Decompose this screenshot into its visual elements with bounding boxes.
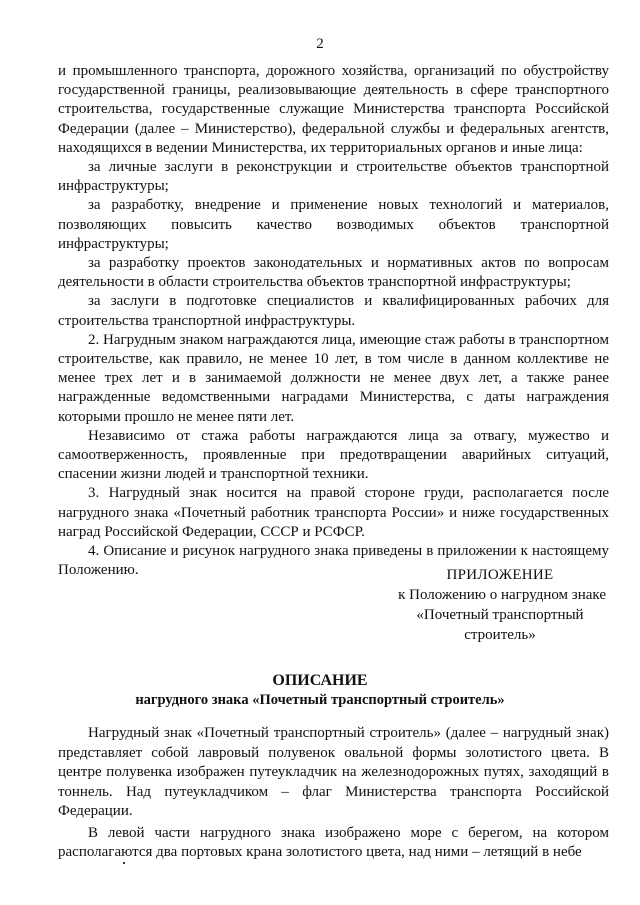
description-subtitle: нагрудного знака «Почетный транспортный строитель» — [135, 692, 505, 708]
paragraph-merit-legislation: за разработку проектов законодательных и нормативных актов по вопросам деятельности в области строительства объектов транспортной инфраструктуры; — [58, 255, 609, 291]
page-number: 2 — [316, 36, 324, 52]
paragraph-clause-3: 3. Нагрудный знак носится на правой стороне груди, располагается после нагрудного знака «Почетный работник транспорта России» и ниже государственных наград Российской Федерации, СССР и РСФСР. — [58, 485, 609, 540]
description-paragraph: Нагрудный знак «Почетный транспортный строитель» (далее – нагрудный знак) представляет собой лавровый полувенок овальной формы золотистого цвета. В центре полувенка изображен путеукладчик на железнодорожных путях, заходящий в тоннель. Над путеукладчиком – флаг Министерства транспорта Российской Федерации. — [58, 725, 609, 819]
appendix-reference-line: к Положению о нагрудном знаке — [398, 587, 606, 603]
paragraph-merit-technologies: за разработку, внедрение и применение новых технологий и материалов, позволяющих повысить качество возводимых объектов транспортной инфраструктуры; — [58, 197, 609, 252]
paragraph-intro: и промышленного транспорта, дорожного хозяйства, организаций по обустройству государственной границы, реализовывающие деятельность в сфере транспортного строительства, государственные служащие Министерства транспорта Российской Федерации (далее – Министерство), федеральной службы и федеральных агентств, находящихся в ведении Министерства, их территориальных органов и иные лица: — [58, 63, 609, 156]
description-title: ОПИСАНИЕ — [272, 672, 368, 689]
description-paragraph: В левой части нагрудного знака изображено море с берегом, на котором располагаются два портовых крана золотистого цвета, над ними – летящий в небе — [58, 824, 609, 860]
paragraph-clause-2-exception: Независимо от стажа работы награждаются лица за отвагу, мужество и самоотверженность, проявленные при предотвращении аварийных ситуаций, спасении жизни людей и транспортной техники. — [58, 427, 609, 483]
paragraph-clause-2: 2. Нагрудным знаком награждаются лица, имеющие стаж работы в транспортном строительстве, как правило, не менее 10 лет, в том числе в данном коллективе не менее трех лет и в занимаемой должности не менее двух лет, а также ранее награжденные ведомственными наградами Министерства, с даты награждения которыми прошло не менее пяти лет. — [58, 331, 610, 425]
stray-dot-mark — [123, 862, 125, 864]
paragraph-clause-4: 4. Описание и рисунок нагрудного знака приведены в приложении к настоящему Положению. — [58, 543, 609, 579]
appendix-reference-line: «Почетный транспортный — [416, 607, 584, 623]
body-text — [58, 62, 609, 580]
paragraph-merit-reconstruction: за личные заслуги в реконструкции и строительстве объектов транспортной инфраструктуры; — [58, 159, 609, 195]
appendix-reference-line: строитель» — [464, 627, 536, 643]
appendix-title: ПРИЛОЖЕНИЕ — [446, 567, 554, 583]
appendix-header — [380, 565, 620, 645]
paragraph-merit-training: за заслуги в подготовке специалистов и квалифицированных рабочих для строительства транспортной инфраструктуры. — [58, 293, 609, 329]
description-text — [58, 724, 609, 865]
